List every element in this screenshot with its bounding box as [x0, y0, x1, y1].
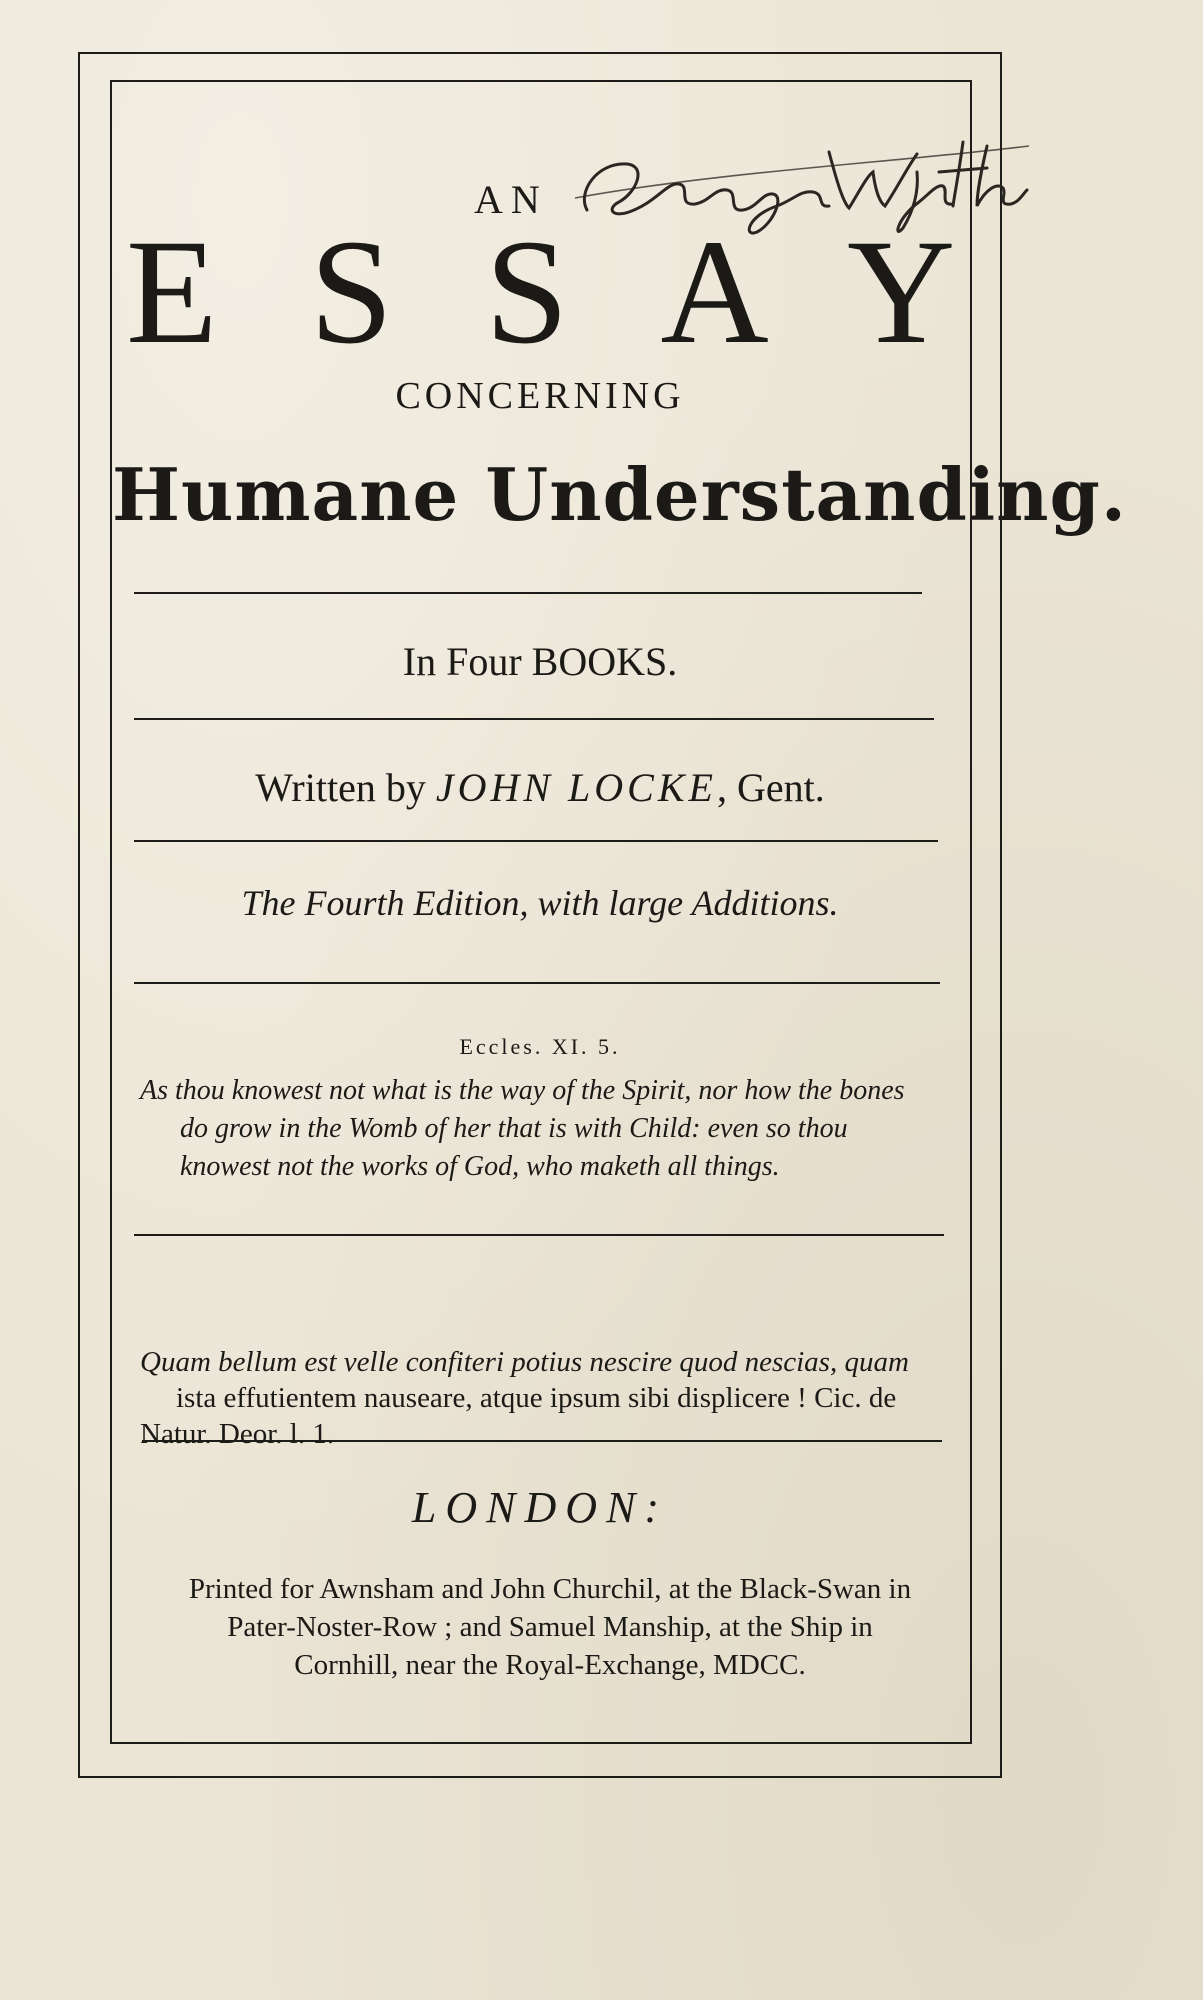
scripture-line: knowest not the works of God, who maketh all things. — [180, 1151, 780, 1182]
divider-rule — [134, 840, 938, 842]
latin-line: Quam bellum est velle confiteri potius nescire quod nescias, quam — [140, 1346, 909, 1378]
title-page-content — [112, 82, 1127, 1738]
title-subject: Humane Understanding. — [112, 452, 1127, 537]
scripture-quote — [140, 1072, 950, 1186]
author-suffix: , Gent. — [716, 765, 825, 810]
author-line — [112, 764, 968, 811]
books-line: In Four BOOKS. — [402, 639, 678, 684]
edition-line: The Fourth Edition, with large Additions. — [241, 883, 839, 923]
divider-rule — [134, 1234, 944, 1236]
author-name: JOHN LOCKE — [435, 765, 717, 810]
title-concerning: CONCERNING — [395, 375, 685, 417]
place-of-publication: LONDON: — [411, 1483, 669, 1532]
article-an: AN — [474, 177, 548, 222]
imprint — [140, 1570, 960, 1684]
written-by-label: Written by — [255, 765, 426, 810]
imprint-line: Printed for Awnsham and John Churchil, at the Black-Swan in — [188, 1573, 912, 1605]
imprint-line: Cornhill, near the Royal-Exchange, MDCC. — [294, 1649, 806, 1681]
divider-rule — [142, 1440, 942, 1442]
scripture-line: As thou knowest not what is the way of the Spirit, nor how the bones — [140, 1075, 905, 1106]
divider-rule — [134, 592, 922, 594]
scripture-reference: Eccles. XI. 5. — [459, 1034, 621, 1059]
latin-line: ista effutientem nauseare, atque ipsum sibi displicere ! Cic. de — [176, 1382, 897, 1414]
divider-rule — [134, 718, 934, 720]
divider-rule — [134, 982, 940, 984]
scripture-line: do grow in the Womb of her that is with Child: even so thou — [180, 1113, 848, 1144]
latin-quote — [140, 1344, 950, 1452]
latin-line: Natur. Deor. l. 1. — [140, 1418, 335, 1450]
title-essay: ESSAY — [126, 209, 1048, 375]
imprint-line: Pater-Noster-Row ; and Samuel Manship, at the Ship in — [227, 1611, 873, 1643]
